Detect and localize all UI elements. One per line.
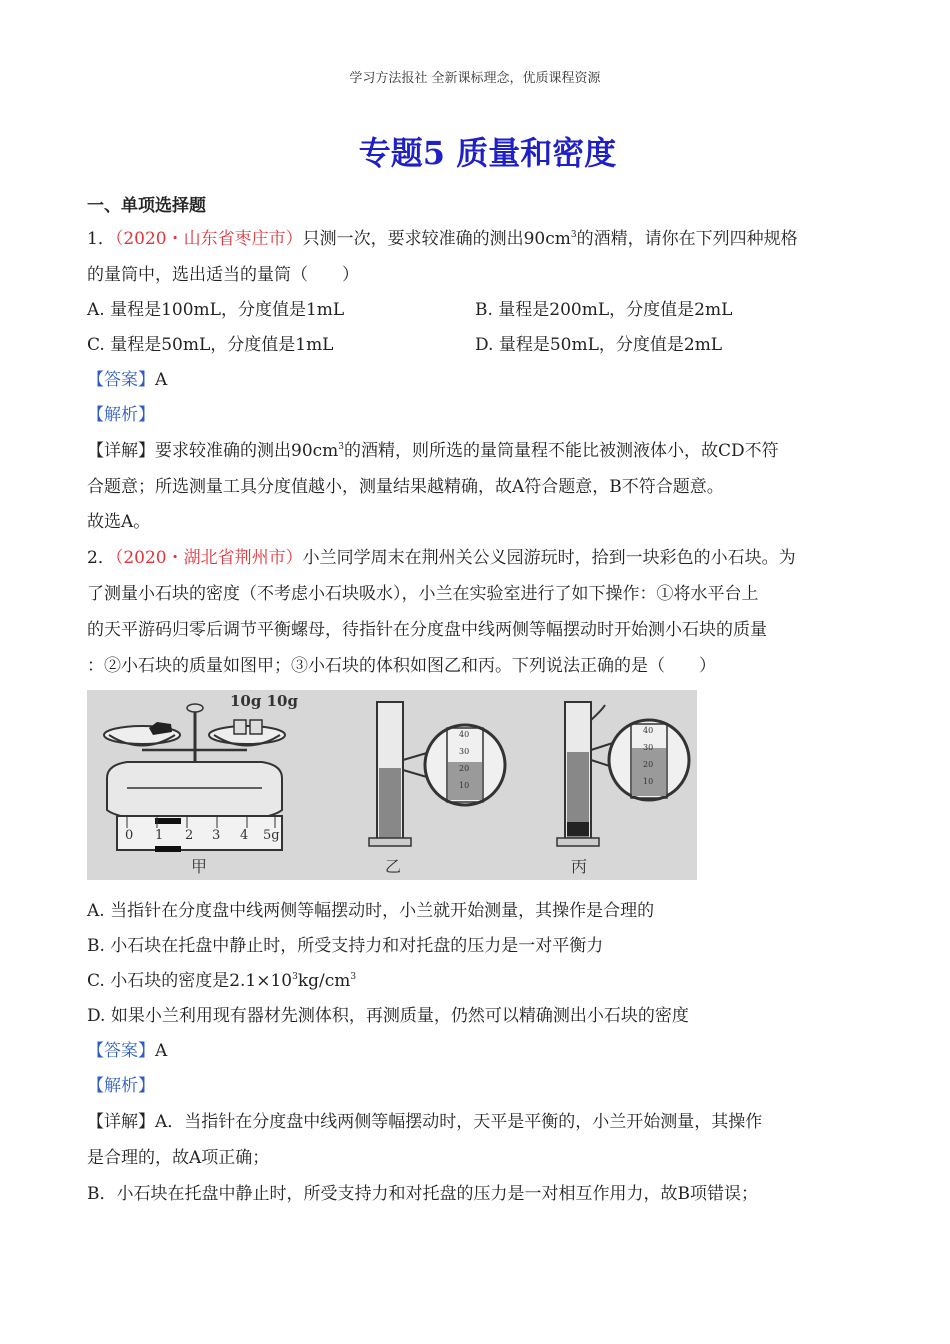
- q1-detail-text: 要求较准确的测出90cm: [155, 441, 339, 461]
- q1-line-1: [87, 222, 867, 257]
- scale-tick-1: 1: [155, 828, 164, 843]
- q2-option-c-unit: kg/cm: [297, 971, 351, 991]
- q1-line-2: 的量筒中，选出适当的量筒（ ）: [87, 265, 359, 285]
- q2-detail-tag: 【详解】: [87, 1112, 155, 1132]
- q2-line-2: 了测量小石块的密度（不考虑小石块吸水），小兰在实验室进行了如下操作：①将水平台上: [87, 584, 759, 604]
- q1-option-b: B. 量程是200mL，分度值是2mL: [475, 300, 733, 320]
- q1-option-d: D. 量程是50mL，分度值是2mL: [475, 335, 723, 355]
- q1-text-cont: 的酒精，请你在下列四种规格: [576, 229, 798, 249]
- q1-option-a: A. 量程是100mL，分度值是1mL: [87, 300, 345, 320]
- q1-detail-1: [87, 433, 867, 469]
- q2-line-1: [87, 540, 867, 576]
- q2-option-c-text: C. 小石块的密度是2.1×10: [87, 971, 293, 991]
- q2-answer: [87, 1034, 867, 1069]
- figure-label-jia: 甲: [191, 857, 208, 876]
- q2-detail-1: [87, 1104, 867, 1140]
- q2-answer-value: A: [155, 1041, 168, 1061]
- balance-and-cylinder-illustration: [87, 690, 697, 880]
- q1-detail-tag: 【详解】: [87, 441, 155, 461]
- q1-analysis-tag: 【解析】: [87, 405, 155, 425]
- figure-label-bing: 丙: [571, 857, 588, 876]
- q1-options-row-1: [87, 293, 867, 328]
- yi-ml-40: 40: [459, 730, 470, 739]
- bing-ml-20: 20: [643, 760, 654, 769]
- q2-option-d: D. 如果小兰利用现有器材先测体积，再测质量，仍然可以精确测出小石块的密度: [87, 1006, 689, 1026]
- q1-text: 只测一次，要求较准确的测出90cm: [302, 229, 571, 249]
- q2-detail-text: A．当指针在分度盘中线两侧等幅摆动时，天平是平衡的，小兰开始测量，其操作: [155, 1112, 763, 1132]
- q1-superscript: 3: [570, 230, 577, 240]
- q1-answer-tag: 【答案】: [87, 370, 155, 390]
- q1-detail-2: 合题意；所选测量工具分度值越小，测量结果越精确，故A符合题意，B不符合题意。: [87, 477, 724, 497]
- q1-detail-3: 故选A。: [87, 512, 151, 532]
- section-heading: 一、单项选择题: [87, 196, 206, 216]
- q1-answer-value: A: [155, 370, 168, 390]
- q1-detail-text-cont: 的酒精，则所选的量筒量程不能比被测液体小，故CD不符: [344, 441, 779, 461]
- q2-option-c: [87, 964, 867, 999]
- scale-tick-4: 4: [240, 828, 249, 843]
- q2-line-3: 的天平游码归零后调节平衡螺母，待指针在分度盘中线两侧等幅摆动时开始测小石块的质量: [87, 620, 767, 640]
- q2-number: 2．: [87, 548, 115, 568]
- q2-analysis-tag: 【解析】: [87, 1076, 155, 1096]
- document-body: [87, 190, 867, 1212]
- q2-option-a: A. 当指针在分度盘中线两侧等幅摆动时，小兰就开始测量，其操作是合理的: [87, 901, 655, 921]
- q1-detail-superscript: 3: [338, 442, 345, 452]
- q2-source: （2020・湖北省荆州市）: [114, 548, 303, 568]
- scale-tick-3: 3: [212, 828, 221, 843]
- bing-ml-40: 40: [643, 726, 654, 735]
- q2-detail-3: B．小石块在托盘中静止时，所受支持力和对托盘的压力是一对相互作用力，故B项错误；: [87, 1184, 758, 1204]
- q2-line-4: ：②小石块的质量如图甲；③小石块的体积如图乙和丙。下列说法正确的是（ ）: [87, 656, 716, 676]
- q1-answer: [87, 363, 867, 398]
- q2-figure: [87, 690, 697, 880]
- bing-ml-10: 10: [643, 777, 654, 786]
- q1-option-c: C. 量程是50mL，分度值是1mL: [87, 335, 334, 355]
- scale-tick-5: 5g: [263, 828, 280, 843]
- yi-ml-20: 20: [459, 764, 470, 773]
- q2-option-b: B. 小石块在托盘中静止时，所受支持力和对托盘的压力是一对平衡力: [87, 936, 604, 956]
- bing-ml-30: 30: [643, 743, 654, 752]
- q2-detail-2: 是合理的，故A项正确；: [87, 1148, 270, 1168]
- q1-options-row-2: [87, 328, 867, 363]
- q1-source: （2020・山东省枣庄市）: [114, 229, 303, 249]
- page-title: 专题5 质量和密度: [358, 134, 617, 172]
- scale-tick-2: 2: [185, 828, 194, 843]
- page-header: 学习方法报社 全新课标理念，优质课程资源: [349, 71, 601, 86]
- q1-number: 1．: [87, 229, 115, 249]
- scale-tick-0: 0: [125, 828, 134, 843]
- figure-label-yi: 乙: [385, 857, 402, 876]
- q2-text: 小兰同学周末在荆州关公义园游玩时，拾到一块彩色的小石块。为: [302, 548, 796, 568]
- q2-option-c-sup-2: 3: [350, 972, 357, 982]
- q2-answer-tag: 【答案】: [87, 1041, 155, 1061]
- yi-ml-10: 10: [459, 781, 470, 790]
- weights-label: 10g 10g: [230, 692, 298, 710]
- q2-option-c-sup-1: 3: [292, 972, 298, 982]
- yi-ml-30: 30: [459, 747, 470, 756]
